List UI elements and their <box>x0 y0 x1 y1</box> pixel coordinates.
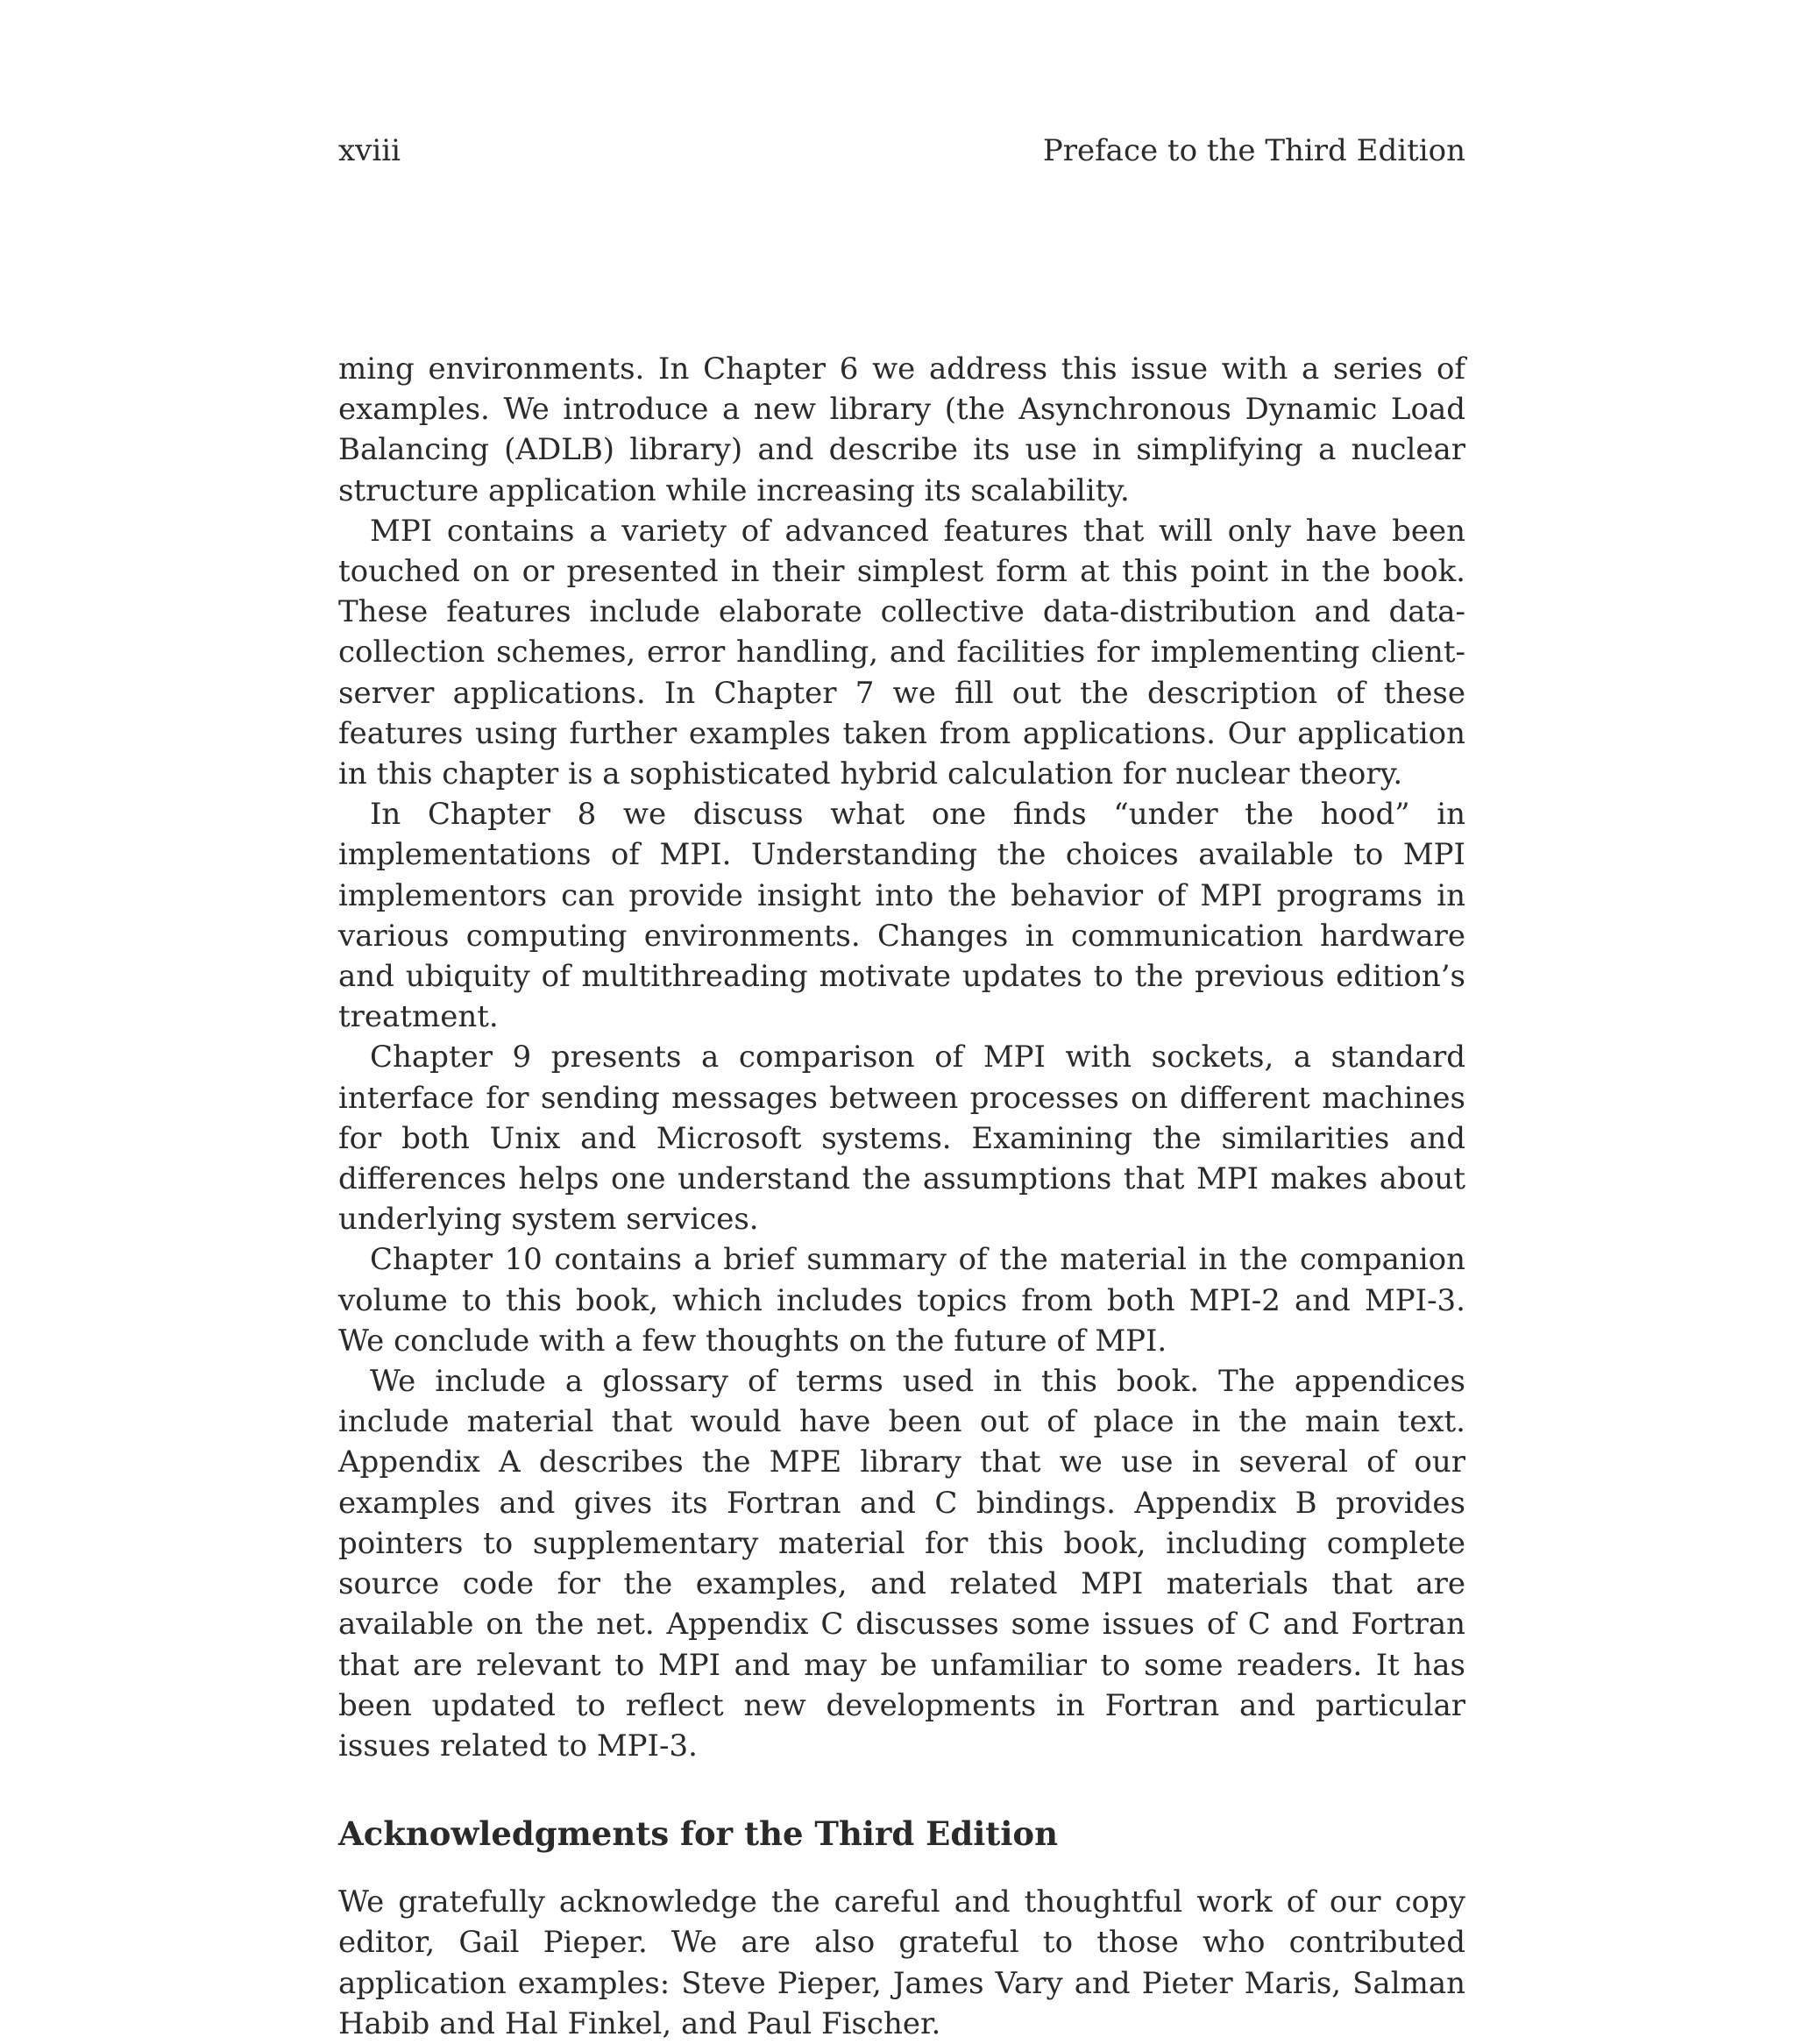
paragraph: Chapter 10 contains a brief summary of the material in the companion volume to this book, which includes topics from both MPI-2 and MPI-3. We conclude with a few thoughts on the future of MPI. <box>338 1242 1465 1359</box>
running-title: Preface to the Third Edition <box>1042 133 1465 168</box>
section-heading: Acknowledgments for the Third Edition <box>338 1814 1059 1854</box>
paragraph: In Chapter 8 we discuss what one finds “under the hood” in implementations of MPI. Understanding the choices available to MPI implementors can provide insight into the behavior of MPI programs in various computing environments. Changes in communication hardware and ubiquity of multithreading motivate updates to the previous edition’s treatment. <box>338 797 1465 1035</box>
body-text <box>338 349 1465 2044</box>
running-header <box>338 131 1465 170</box>
paragraph: MPI contains a variety of advanced features that will only have been touched on or presented in their simplest form at this point in the book. These features include elaborate collective data-distribution and data-collection schemes, error handling, and facilities for implementing client-server applications. In Chapter 7 we fill out the description of these features using further examples taken from applications. Our application in this chapter is a sophisticated hybrid calculation for nuclear theory. <box>338 513 1465 792</box>
acknowledgments-paragraph: We gratefully acknowledge the careful and thoughtful work of our copy editor, Gail Pieper. We are also grateful to those who contributed application examples: Steve Pieper, James Vary and Pieter Maris, Salman Habib and Hal Finkel, and Paul Fischer. <box>338 1884 1465 2041</box>
page-number: xviii <box>338 133 401 168</box>
paragraph: Chapter 9 presents a comparison of MPI with sockets, a standard interface for sending messages between processes on different machines for both Unix and Microsoft systems. Examining the similarities and differences helps one understand the assumptions that MPI makes about underlying system services. <box>338 1040 1465 1238</box>
paragraph: We include a glossary of terms used in this book. The appendices include material that would have been out of place in the main text. Appendix A describes the MPE library that we use in several of our examples and gives its Fortran and C bindings. Appendix B provides pointers to supplementary material for this book, including complete source code for the examples, and related MPI materials that are available on the net. Appendix C discusses some issues of C and Fortran that are relevant to MPI and may be unfamiliar to some readers. It has been updated to reflect new developments in Fortran and particular issues related to MPI-3. <box>338 1364 1465 1764</box>
paragraph: ming environments. In Chapter 6 we address this issue with a series of examples. We introduce a new library (the Asynchronous Dynamic Load Balancing (ADLB) library) and describe its use in simplifying a nuclear structure application while increasing its scalability. <box>338 351 1465 508</box>
